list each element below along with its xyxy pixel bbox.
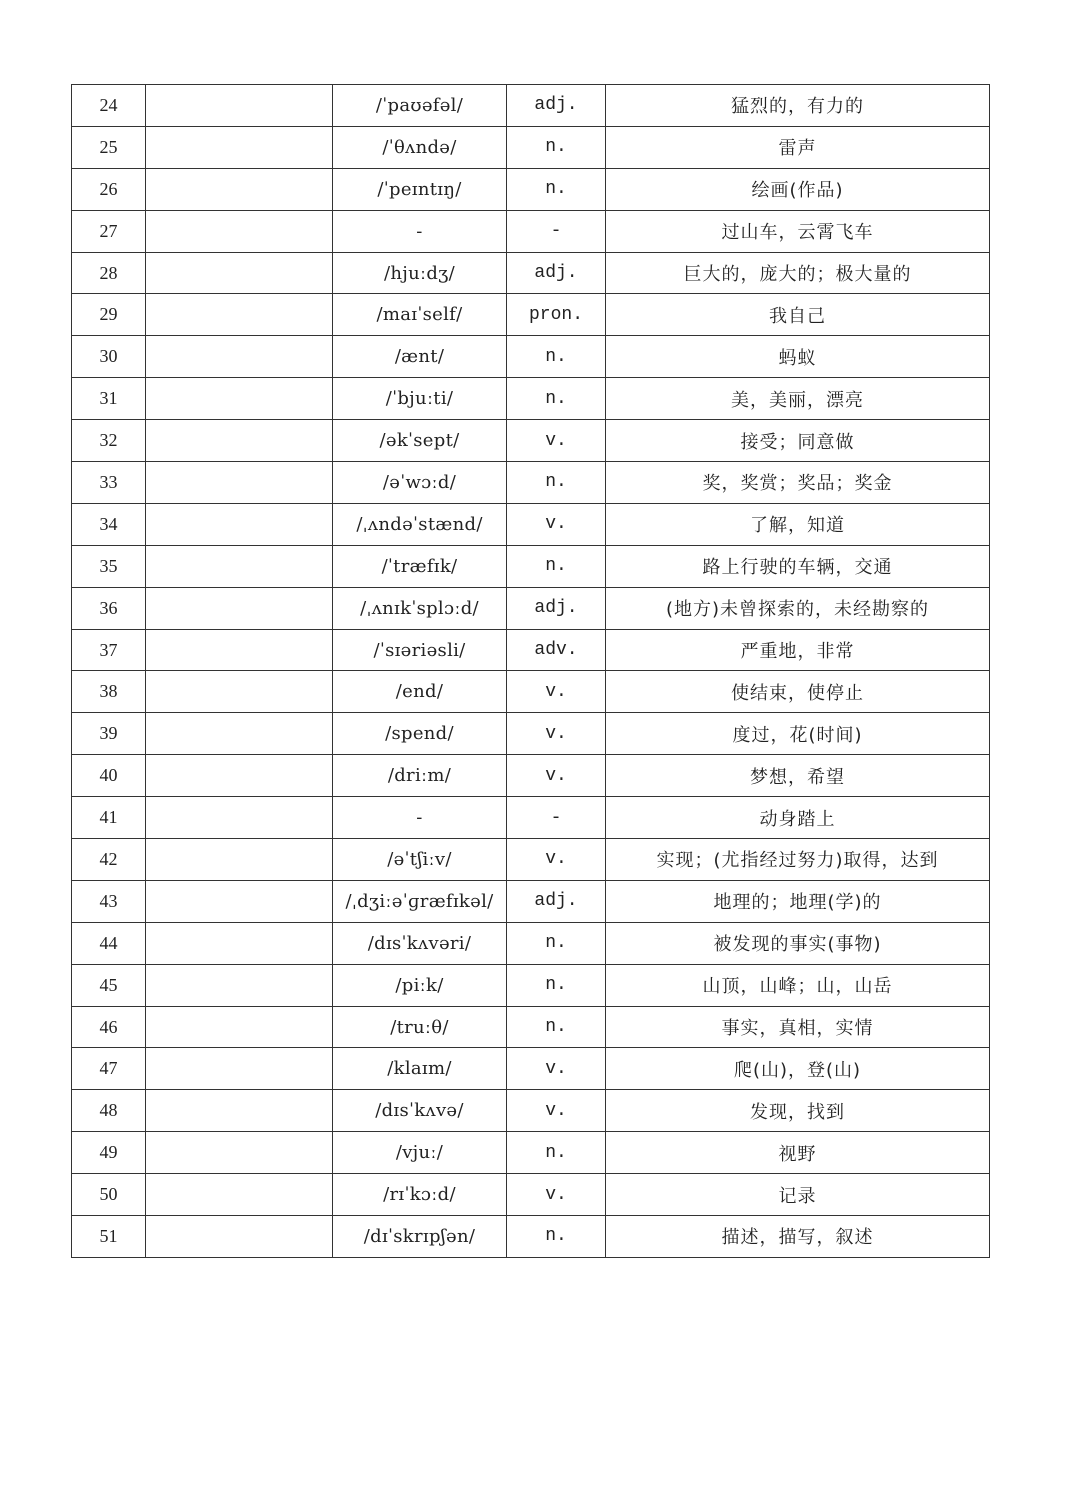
part-of-speech-cell: - bbox=[507, 210, 606, 252]
phonetic-cell: /truːθ/ bbox=[333, 1006, 507, 1048]
word-blank-cell bbox=[146, 587, 333, 629]
part-of-speech-cell: v. bbox=[507, 1048, 606, 1090]
phonetic-cell: /ˈbjuːti/ bbox=[333, 378, 507, 420]
word-blank-cell bbox=[146, 964, 333, 1006]
phonetic-cell: /dɪsˈkʌvə/ bbox=[333, 1090, 507, 1132]
phonetic-cell: /ˌʌndəˈstænd/ bbox=[333, 503, 507, 545]
word-blank-cell bbox=[146, 462, 333, 504]
number-cell: 37 bbox=[72, 629, 146, 671]
table-row bbox=[72, 1006, 990, 1048]
meaning-cell: 了解，知道 bbox=[606, 503, 990, 545]
word-blank-cell bbox=[146, 839, 333, 881]
phonetic-cell: - bbox=[333, 797, 507, 839]
word-blank-cell bbox=[146, 880, 333, 922]
part-of-speech-cell: n. bbox=[507, 545, 606, 587]
part-of-speech-cell: n. bbox=[507, 1006, 606, 1048]
phonetic-cell: /piːk/ bbox=[333, 964, 507, 1006]
phonetic-cell: /ˌʌnɪkˈsplɔːd/ bbox=[333, 587, 507, 629]
meaning-cell: 我自己 bbox=[606, 294, 990, 336]
phonetic-cell: /ˈtræfɪk/ bbox=[333, 545, 507, 587]
table-row bbox=[72, 797, 990, 839]
table-row bbox=[72, 503, 990, 545]
meaning-cell: 奖，奖赏；奖品；奖金 bbox=[606, 462, 990, 504]
number-cell: 49 bbox=[72, 1132, 146, 1174]
table-row bbox=[72, 713, 990, 755]
phonetic-cell: /ˈθʌndə/ bbox=[333, 126, 507, 168]
part-of-speech-cell: v. bbox=[507, 1090, 606, 1132]
word-blank-cell bbox=[146, 1174, 333, 1216]
table-row bbox=[72, 1048, 990, 1090]
table-row bbox=[72, 545, 990, 587]
table-row bbox=[72, 1216, 990, 1258]
part-of-speech-cell: n. bbox=[507, 378, 606, 420]
word-blank-cell bbox=[146, 168, 333, 210]
phonetic-cell: /hjuːdʒ/ bbox=[333, 252, 507, 294]
phonetic-cell: /spend/ bbox=[333, 713, 507, 755]
word-blank-cell bbox=[146, 336, 333, 378]
number-cell: 43 bbox=[72, 880, 146, 922]
number-cell: 26 bbox=[72, 168, 146, 210]
word-blank-cell bbox=[146, 1090, 333, 1132]
table-row bbox=[72, 1174, 990, 1216]
table-row bbox=[72, 755, 990, 797]
number-cell: 32 bbox=[72, 420, 146, 462]
word-blank-cell bbox=[146, 671, 333, 713]
meaning-cell: 严重地，非常 bbox=[606, 629, 990, 671]
phonetic-cell: /dɪˈskrɪpʃən/ bbox=[333, 1216, 507, 1258]
part-of-speech-cell: v. bbox=[507, 1174, 606, 1216]
phonetic-cell: /əkˈsept/ bbox=[333, 420, 507, 462]
number-cell: 45 bbox=[72, 964, 146, 1006]
part-of-speech-cell: adj. bbox=[507, 587, 606, 629]
meaning-cell: 实现；(尤指经过努力)取得，达到 bbox=[606, 839, 990, 881]
number-cell: 47 bbox=[72, 1048, 146, 1090]
table-row bbox=[72, 587, 990, 629]
meaning-cell: 美，美丽，漂亮 bbox=[606, 378, 990, 420]
number-cell: 44 bbox=[72, 922, 146, 964]
part-of-speech-cell: adj. bbox=[507, 880, 606, 922]
meaning-cell: 山顶，山峰；山，山岳 bbox=[606, 964, 990, 1006]
part-of-speech-cell: n. bbox=[507, 922, 606, 964]
table-row bbox=[72, 168, 990, 210]
part-of-speech-cell: adj. bbox=[507, 85, 606, 127]
number-cell: 40 bbox=[72, 755, 146, 797]
part-of-speech-cell: n. bbox=[507, 336, 606, 378]
part-of-speech-cell: v. bbox=[507, 755, 606, 797]
phonetic-cell: /əˈwɔːd/ bbox=[333, 462, 507, 504]
number-cell: 46 bbox=[72, 1006, 146, 1048]
word-blank-cell bbox=[146, 797, 333, 839]
table-row bbox=[72, 1132, 990, 1174]
word-blank-cell bbox=[146, 503, 333, 545]
number-cell: 35 bbox=[72, 545, 146, 587]
part-of-speech-cell: n. bbox=[507, 964, 606, 1006]
part-of-speech-cell: - bbox=[507, 797, 606, 839]
word-blank-cell bbox=[146, 1132, 333, 1174]
meaning-cell: 接受；同意做 bbox=[606, 420, 990, 462]
number-cell: 38 bbox=[72, 671, 146, 713]
meaning-cell: 巨大的，庞大的；极大量的 bbox=[606, 252, 990, 294]
word-blank-cell bbox=[146, 378, 333, 420]
table-row bbox=[72, 839, 990, 881]
part-of-speech-cell: adv. bbox=[507, 629, 606, 671]
number-cell: 50 bbox=[72, 1174, 146, 1216]
part-of-speech-cell: adj. bbox=[507, 252, 606, 294]
part-of-speech-cell: n. bbox=[507, 462, 606, 504]
meaning-cell: 使结束，使停止 bbox=[606, 671, 990, 713]
part-of-speech-cell: n. bbox=[507, 1132, 606, 1174]
part-of-speech-cell: v. bbox=[507, 713, 606, 755]
word-blank-cell bbox=[146, 252, 333, 294]
number-cell: 34 bbox=[72, 503, 146, 545]
word-blank-cell bbox=[146, 1006, 333, 1048]
table-row bbox=[72, 210, 990, 252]
meaning-cell: 记录 bbox=[606, 1174, 990, 1216]
meaning-cell: 猛烈的，有力的 bbox=[606, 85, 990, 127]
meaning-cell: 度过，花(时间) bbox=[606, 713, 990, 755]
phonetic-cell: /dɪsˈkʌvəri/ bbox=[333, 922, 507, 964]
meaning-cell: 雷声 bbox=[606, 126, 990, 168]
meaning-cell: 蚂蚁 bbox=[606, 336, 990, 378]
part-of-speech-cell: v. bbox=[507, 839, 606, 881]
word-blank-cell bbox=[146, 922, 333, 964]
phonetic-cell: /ˈsɪəriəsli/ bbox=[333, 629, 507, 671]
table-row bbox=[72, 252, 990, 294]
meaning-cell: 绘画(作品) bbox=[606, 168, 990, 210]
phonetic-cell: /end/ bbox=[333, 671, 507, 713]
part-of-speech-cell: v. bbox=[507, 671, 606, 713]
meaning-cell: 动身踏上 bbox=[606, 797, 990, 839]
meaning-cell: 被发现的事实(事物) bbox=[606, 922, 990, 964]
table-row bbox=[72, 880, 990, 922]
meaning-cell: (地方)未曾探索的，未经勘察的 bbox=[606, 587, 990, 629]
table-row bbox=[72, 671, 990, 713]
phonetic-cell: - bbox=[333, 210, 507, 252]
phonetic-cell: /maɪˈself/ bbox=[333, 294, 507, 336]
word-blank-cell bbox=[146, 85, 333, 127]
table-row bbox=[72, 922, 990, 964]
vocabulary-table bbox=[71, 84, 990, 1258]
number-cell: 39 bbox=[72, 713, 146, 755]
word-blank-cell bbox=[146, 755, 333, 797]
number-cell: 51 bbox=[72, 1216, 146, 1258]
part-of-speech-cell: n. bbox=[507, 168, 606, 210]
number-cell: 27 bbox=[72, 210, 146, 252]
table-row bbox=[72, 629, 990, 671]
table-row bbox=[72, 336, 990, 378]
phonetic-cell: /driːm/ bbox=[333, 755, 507, 797]
word-blank-cell bbox=[146, 294, 333, 336]
table-row bbox=[72, 378, 990, 420]
word-blank-cell bbox=[146, 1048, 333, 1090]
table-row bbox=[72, 85, 990, 127]
vocabulary-table-body bbox=[72, 85, 990, 1258]
number-cell: 29 bbox=[72, 294, 146, 336]
meaning-cell: 路上行驶的车辆，交通 bbox=[606, 545, 990, 587]
phonetic-cell: /ˌdʒiːəˈɡræfɪkəl/ bbox=[333, 880, 507, 922]
meaning-cell: 梦想，希望 bbox=[606, 755, 990, 797]
phonetic-cell: /klaɪm/ bbox=[333, 1048, 507, 1090]
number-cell: 24 bbox=[72, 85, 146, 127]
table-row bbox=[72, 294, 990, 336]
part-of-speech-cell: pron. bbox=[507, 294, 606, 336]
number-cell: 31 bbox=[72, 378, 146, 420]
table-row bbox=[72, 420, 990, 462]
phonetic-cell: /vjuː/ bbox=[333, 1132, 507, 1174]
meaning-cell: 事实，真相，实情 bbox=[606, 1006, 990, 1048]
phonetic-cell: /ˈpaʊəfəl/ bbox=[333, 85, 507, 127]
table-row bbox=[72, 126, 990, 168]
number-cell: 33 bbox=[72, 462, 146, 504]
number-cell: 28 bbox=[72, 252, 146, 294]
word-blank-cell bbox=[146, 210, 333, 252]
phonetic-cell: /əˈtʃiːv/ bbox=[333, 839, 507, 881]
part-of-speech-cell: v. bbox=[507, 503, 606, 545]
word-blank-cell bbox=[146, 420, 333, 462]
meaning-cell: 爬(山)，登(山) bbox=[606, 1048, 990, 1090]
number-cell: 48 bbox=[72, 1090, 146, 1132]
phonetic-cell: /ˈpeɪntɪŋ/ bbox=[333, 168, 507, 210]
number-cell: 42 bbox=[72, 839, 146, 881]
number-cell: 36 bbox=[72, 587, 146, 629]
meaning-cell: 发现，找到 bbox=[606, 1090, 990, 1132]
meaning-cell: 过山车，云霄飞车 bbox=[606, 210, 990, 252]
word-blank-cell bbox=[146, 545, 333, 587]
part-of-speech-cell: n. bbox=[507, 1216, 606, 1258]
word-blank-cell bbox=[146, 629, 333, 671]
table-row bbox=[72, 1090, 990, 1132]
number-cell: 25 bbox=[72, 126, 146, 168]
meaning-cell: 描述，描写，叙述 bbox=[606, 1216, 990, 1258]
table-row bbox=[72, 462, 990, 504]
word-blank-cell bbox=[146, 126, 333, 168]
table-row bbox=[72, 964, 990, 1006]
meaning-cell: 视野 bbox=[606, 1132, 990, 1174]
phonetic-cell: /ænt/ bbox=[333, 336, 507, 378]
word-blank-cell bbox=[146, 1216, 333, 1258]
part-of-speech-cell: n. bbox=[507, 126, 606, 168]
word-blank-cell bbox=[146, 713, 333, 755]
phonetic-cell: /rɪˈkɔːd/ bbox=[333, 1174, 507, 1216]
part-of-speech-cell: v. bbox=[507, 420, 606, 462]
number-cell: 41 bbox=[72, 797, 146, 839]
number-cell: 30 bbox=[72, 336, 146, 378]
meaning-cell: 地理的；地理(学)的 bbox=[606, 880, 990, 922]
